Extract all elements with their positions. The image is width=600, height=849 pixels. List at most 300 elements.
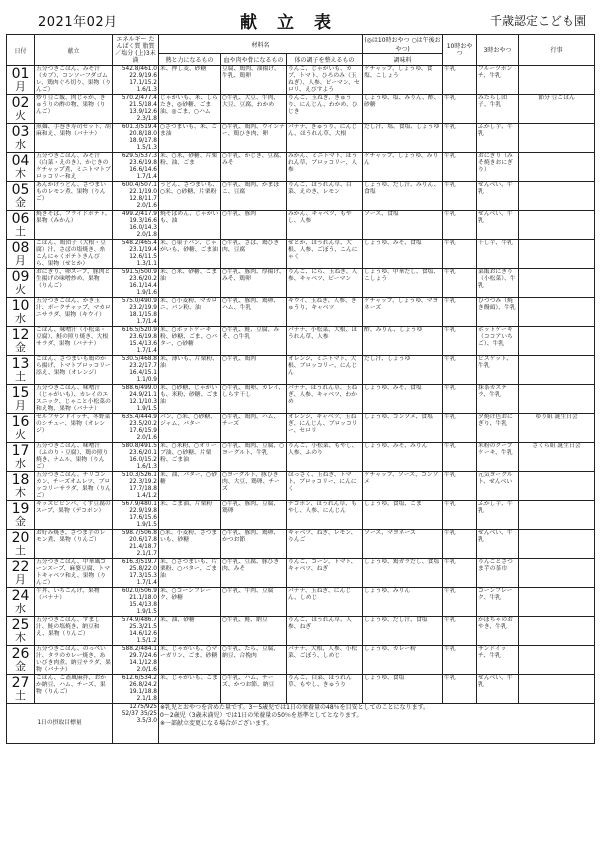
day-number: 27 <box>11 675 30 691</box>
heat-cell: 米、薄いも、片栗粉、油 <box>159 356 221 385</box>
heat-cell: 米、○さつまいも、片栗粉、○バター、ごま油 <box>159 559 221 588</box>
seasoning-cell: ソース、マヨネーズ <box>363 530 443 559</box>
body-cell: バナナ、ほうれん草、玉ねぎ、人参、キャベツ、わかめ <box>287 385 363 414</box>
table-row <box>7 588 595 617</box>
day-number: 20 <box>11 530 30 546</box>
weekday: 木 <box>15 631 26 644</box>
date-cell <box>7 211 35 240</box>
col-body: 体の調子を整えるもの <box>287 54 363 66</box>
date-cell <box>7 66 35 95</box>
event-cell <box>519 472 595 501</box>
body-cell: りんご、じゃがいも、カブ、トマト、ひろのみ（玉ねぎ）、人参、ピーマン、セロリ、えびすよう <box>287 66 363 95</box>
body-cell: バナナ、きゅうり、にんじん、ほうれん草、大根 <box>287 124 363 153</box>
day-number: 16 <box>11 414 30 430</box>
pm-snack-cell: ふかし芋、牛乳 <box>477 501 519 530</box>
table-row <box>7 559 595 588</box>
weekday: 水 <box>15 138 26 151</box>
body-cell: りんご、ほうれん草、人参、ねぎ <box>287 617 363 646</box>
am-snack-cell: 牛乳 <box>443 617 477 646</box>
body-cell: みかん、キャベツ、もやし、人参 <box>287 211 363 240</box>
weekday: 木 <box>15 167 26 180</box>
col-heat: 熱と力になるもの <box>159 54 221 66</box>
table-row <box>7 211 595 240</box>
pm-snack-cell: せんべい、牛乳 <box>477 211 519 240</box>
table-row <box>7 385 595 414</box>
col-date: 日付 <box>7 35 35 66</box>
day-number: 01 <box>11 66 30 82</box>
heat-cell: 米、じゃがいも、○マーガリン、ごま、砂糖 <box>159 646 221 675</box>
table-row <box>7 356 595 385</box>
date-cell <box>7 646 35 675</box>
body-cell: みかん、ミニトマト、ほうれん草、ブロッコリー、人参 <box>287 153 363 182</box>
blood-cell: ○牛乳、鶏肉、ハム、チーズ <box>221 414 287 443</box>
footer-row <box>7 704 595 744</box>
nutrition-cell: 588.2/484.1 29.7/24.6 14.1/12.8 2.0/1.6 <box>113 646 159 675</box>
nutrition-cell: 567.9/480.1 22.9/19.8 17.6/15.6 1.9/1.5 <box>113 501 159 530</box>
body-cell: オレンジ、ミニトマト、大根、ブロッコリー、にんじん <box>287 356 363 385</box>
body-cell: りんご、ほうれん草、白菜、えのき、レモン <box>287 182 363 211</box>
date-cell <box>7 95 35 124</box>
table-row <box>7 240 595 269</box>
body-cell: はっさく、玉ねぎ、トマト、ブロッコリー、にんにく <box>287 472 363 501</box>
day-number: 15 <box>11 385 30 401</box>
body-cell: りんご、白菜、ほうれん草、もやし、きゅうり <box>287 675 363 704</box>
body-cell: せとか、ほうれん草、大根、人参、ごぼう、こんにゃく <box>287 240 363 269</box>
day-number: 05 <box>11 182 30 198</box>
seasoning-cell: 酢、みりん、しょうゆ <box>363 327 443 356</box>
event-cell <box>519 327 595 356</box>
blood-cell: ○牛乳、鶏肉、かまぼこ、豆腐 <box>221 182 287 211</box>
am-snack-cell: 牛乳 <box>443 472 477 501</box>
date-cell <box>7 385 35 414</box>
event-cell <box>519 269 595 298</box>
date-cell <box>7 240 35 269</box>
date-cell <box>7 530 35 559</box>
pm-snack-cell: せんべい、牛乳 <box>477 530 519 559</box>
nutrition-cell: 616.3/519.7 25.8/22.0 17.3/15.3 1.7/1.4 <box>113 559 159 588</box>
menu-cell: 五分つきごはん、味噌汁（ふのり・豆腐）、鶏の照り焼き、ナムル、果物（りんご） <box>35 443 113 472</box>
blood-cell: ○牛乳、豚肉、鶏卵、かつお節 <box>221 530 287 559</box>
am-snack-cell: 牛乳 <box>443 298 477 327</box>
blood-cell: ○牛乳、豚肉 <box>221 211 287 240</box>
menu-cell: 五分つきごはん、チリコンカン、チーズオムレツ、ブロッコリーサラダ、果物（りんご） <box>36 472 111 499</box>
weekday: 月 <box>15 573 26 586</box>
col-materials: 材料名 <box>159 35 363 54</box>
event-cell <box>519 240 595 269</box>
event-cell <box>519 124 595 153</box>
col-sub-note: (◎は10時おやつ ○は午後おやつ) <box>363 35 443 54</box>
page-header <box>0 4 600 32</box>
am-snack-cell: 牛乳 <box>443 153 477 182</box>
heat-cell: 米、じゃがいも、ごま <box>159 675 221 704</box>
pm-snack-cell: せんべい、牛乳 <box>477 675 519 704</box>
day-number: 13 <box>11 356 30 372</box>
am-snack-cell: 牛乳 <box>443 443 477 472</box>
seasoning-cell: しょうゆ、カレー粉 <box>363 646 443 675</box>
nutrition-cell: 574.9/486.7 25.3/21.5 14.6/12.6 1.5/1.2 <box>113 617 159 646</box>
nutrition-cell: 510.3/526.1 22.3/19.2 17.7/18.8 1.4/1.2 <box>113 472 159 501</box>
am-snack-cell: 牛乳 <box>443 327 477 356</box>
date-cell <box>7 559 35 588</box>
nutrition-cell: 612.6/534.2 26.8/24.2 19.1/18.8 2.1/1.8 <box>113 675 159 704</box>
weekday: 火 <box>15 428 26 441</box>
weekday: 金 <box>15 660 26 673</box>
blood-cell: ○牛乳、豚肉、厚揚げ、みそ、鶏卵 <box>221 269 287 298</box>
day-number: 18 <box>11 472 30 488</box>
event-cell <box>519 385 595 414</box>
body-cell: りんご、コーン、トマト、キャベツ、ねぎ <box>287 559 363 588</box>
am-snack-cell: 牛乳 <box>443 95 477 124</box>
table-row <box>7 124 595 153</box>
menu-cell: おにぎり、卵スープ、豚肉と生揚げの味噌炒め、果物（りんご） <box>35 269 113 298</box>
menu-cell: お好み焼き、さつま芋のレモン煮、果物（りんご） <box>35 530 113 559</box>
table-row <box>7 153 595 182</box>
menu-cell: セルフサンドイッチ、冬野菜のシチュー、果物（オレンジ） <box>35 414 113 443</box>
weekday: 土 <box>15 225 26 238</box>
footer-note-3: ※一部献立変更になる場合がございます。 <box>160 720 273 727</box>
body-cell: りんご、玉ねぎ、きゅうり、にんじん、わかめ、ひじき <box>287 95 363 124</box>
table-row <box>7 95 595 124</box>
weekday: 金 <box>15 341 26 354</box>
body-cell: りんご、にら、玉ねぎ、人参、キャベツ、ピーマン <box>287 269 363 298</box>
am-snack-cell: 牛乳 <box>443 356 477 385</box>
table-row <box>7 443 595 472</box>
event-cell: ゆり組 誕生日会 <box>519 414 595 443</box>
pm-snack-cell: ふかし芋、牛乳 <box>477 124 519 153</box>
am-snack-cell: 牛乳 <box>443 646 477 675</box>
menu-cell: ごはん、さつまいも鶏のから揚げ、トマトブロッコリー添え、果物（オレンジ） <box>35 356 113 385</box>
col-event: 行事 <box>519 35 595 66</box>
weekday: 土 <box>15 544 26 557</box>
table-row <box>7 675 595 704</box>
blood-cell: ○牛乳、鶏卵、カレイ、しらす干し <box>221 385 287 414</box>
heat-cell: ○さつまいも、米、ごま油 <box>159 124 221 153</box>
menu-cell: 五分つきごはん、味噌汁（じゃがいも）、カレイのエスニック、じゃこと小松菜の和え物、果物（バナナ） <box>36 385 111 412</box>
target-label: 1日の摂取目標量 <box>7 704 113 744</box>
pm-snack-cell: コーンフレーク、牛乳 <box>477 588 519 617</box>
menu-cell: 五分つきごはん、みそ汁（白菜・えのき）、かじきのケチャップ煮、ミニトマトブロッコリー和え <box>36 153 111 180</box>
pm-snack-cell: 干し芋、牛乳 <box>477 240 519 269</box>
table-row <box>7 327 595 356</box>
seasoning-cell: しょうゆ、コンソメ、食塩 <box>363 414 443 443</box>
pm-snack-cell: フルーツポンチ、牛乳 <box>477 66 519 95</box>
heat-cell: 米、○小麦粉、マカロニ、パン粉、油 <box>159 298 221 327</box>
event-cell <box>519 66 595 95</box>
table-row <box>7 182 595 211</box>
heat-cell: 米、油、バター、○砂糖 <box>159 472 221 501</box>
heat-cell: ○米、小麦粉、さつまいも、砂糖 <box>159 530 221 559</box>
heat-cell: 米、○米粉、○オリーブ油、○砂糖、片栗粉、ごま油 <box>159 443 221 472</box>
blood-cell: ○牛乳、鮭、納豆 <box>221 617 287 646</box>
seasoning-cell: しょうゆ、みりん <box>363 588 443 617</box>
heat-cell: 米、ごま油、片栗粉 <box>159 501 221 530</box>
blood-cell: ○牛乳、豚肉、豆腐、鶏卵 <box>221 501 287 530</box>
event-cell <box>519 559 595 588</box>
seasoning-cell: しょうゆ、食塩 <box>363 675 443 704</box>
nutrition-cell: 530.5/468.8 23.2/17.7 16.4/15.1 1.1/0.9 <box>113 356 159 385</box>
nutrition-cell: 575.0/490.9 23.2/19.9 18.1/15.8 1.7/1.4 <box>113 298 159 327</box>
pm-snack-cell: 元気ヨーグルト、せんべい <box>477 472 519 501</box>
seasoning-cell: だし汁、塩、食塩、しょうゆ <box>363 124 443 153</box>
nutrition-cell: 542.8/461.0 22.9/19.6 17.1/15.2 1.6/1.3 <box>113 66 159 95</box>
pm-snack-cell: おにぎり（みそ焼きおにぎり） <box>477 153 519 182</box>
menu-cell: ごはん、味噌汁（小松菜・豆腐）、鮭の照り焼き、大根サラダ、果物（バナナ） <box>35 327 113 356</box>
page-title: 献立表 <box>240 13 351 33</box>
table-row <box>7 617 595 646</box>
nutrition-cell: 580.8/491.5 23.6/20.1 16.0/15.2 1.6/1.3 <box>113 443 159 472</box>
weekday: 金 <box>15 515 26 528</box>
date-cell <box>7 443 35 472</box>
weekday: 月 <box>15 399 26 412</box>
heat-cell: 米、○砂糖、じゃがいも、米粉、砂糖、ごま油 <box>159 385 221 414</box>
date-cell <box>7 124 35 153</box>
date-cell <box>7 588 35 617</box>
col-seasoning: 調味料 <box>363 54 443 66</box>
blood-cell: ○牛乳、ハム、チーズ、かつお節、納豆 <box>221 675 287 704</box>
heat-cell: 焼そばめん、じゃがいも、油 <box>159 211 221 240</box>
weekday: 水 <box>15 602 26 615</box>
pm-snack-cell: りんごとさつま芋の茶巾 <box>477 559 519 588</box>
event-cell <box>519 501 595 530</box>
weekday: 金 <box>15 196 26 209</box>
am-snack-cell: 牛乳 <box>443 66 477 95</box>
event-cell <box>519 646 595 675</box>
pm-snack-cell: ホットケーキ（ココアいちご）、牛乳 <box>477 327 519 356</box>
table-row <box>7 646 595 675</box>
day-number: 10 <box>11 298 30 314</box>
seasoning-cell: しょうゆ、食塩、ごま <box>363 501 443 530</box>
am-snack-cell: 牛乳 <box>443 530 477 559</box>
nutrition-cell: 616.5/520.9 23.6/19.8 15.4/13.6 1.7/1.4 <box>113 327 159 356</box>
body-cell: バナナ、小松菜、大根、ほうれん草、人参 <box>287 327 363 356</box>
menu-table <box>6 34 595 744</box>
menu-cell: ごはん、鶏団子（大根・豆腐）汁、さばの塩焼き、糸こんにゃくポテトきんぴら、果物（せとか） <box>35 240 113 269</box>
pm-snack-cell: かぼちゃのおやき、牛乳 <box>477 617 519 646</box>
menu-rows <box>7 66 595 704</box>
blood-cell: ○牛乳、さば、鶏ひき肉、豆腐 <box>221 240 287 269</box>
event-cell <box>519 675 595 704</box>
day-number: 04 <box>11 153 30 169</box>
blood-cell: ○牛乳、鶏肉 <box>221 356 287 385</box>
heat-cell: 米、○コーンフレーク、砂糖 <box>159 588 221 617</box>
heat-cell: 米、油、砂糖 <box>159 617 221 646</box>
heat-cell: 米、押し麦、砂糖 <box>159 66 221 95</box>
date-cell <box>7 298 35 327</box>
am-snack-cell: 牛乳 <box>443 240 477 269</box>
footer-note-1: ※乳児とおやつを含めた量です。3〜5歳児では1日の栄養量の48％を目安としてのことになります。 <box>160 704 430 711</box>
heat-cell: 米、○米、砂糖、ごま油 <box>159 269 221 298</box>
weekday: 月 <box>15 80 26 93</box>
day-number: 19 <box>11 501 30 517</box>
table-row <box>7 501 595 530</box>
blood-cell: ○牛乳、たら、豆腐、納豆、合挽肉 <box>221 646 287 675</box>
heat-cell: うどん、さつまいも、○米、○砂糖、片栗粉 <box>159 182 221 211</box>
month-label: 2021年02月 <box>38 15 118 30</box>
seasoning-cell: ケチャップ、ソース、コンソメ <box>363 472 443 501</box>
am-snack-cell: 牛乳 <box>443 124 477 153</box>
table-row <box>7 530 595 559</box>
table-row <box>7 269 595 298</box>
weekday: 火 <box>15 283 26 296</box>
body-cell: バナナ、大根、人参、小松菜、ごぼう、しめじ <box>287 646 363 675</box>
weekday: 水 <box>15 457 26 470</box>
weekday: 土 <box>15 370 26 383</box>
date-cell <box>7 414 35 443</box>
pm-snack-cell: せんべい、牛乳 <box>477 182 519 211</box>
nutrition-cell: 570.2/477.4 21.5/18.4 13.9/12.6 2.3/1.8 <box>113 95 159 124</box>
blood-cell: ○牛乳、鮭、豆腐、みそ、○牛乳 <box>221 327 287 356</box>
col-blood: 血や肉や骨になるもの <box>221 54 287 66</box>
menu-cell: 炒り豆ご飯、肉じゃが、きゅうりの酢の物、果物（りんご） <box>35 95 113 124</box>
day-number: 24 <box>11 588 30 604</box>
date-cell <box>7 269 35 298</box>
body-cell: キウイ、玉ねぎ、人参、きゅうり、キャベツ <box>287 298 363 327</box>
day-number: 03 <box>11 124 30 140</box>
pm-snack-cell: ひつつみ（焼き饅頭）、牛乳 <box>477 298 519 327</box>
seasoning-cell: しょうゆ、鶏ガラだし、食塩 <box>363 559 443 588</box>
body-cell: オレンジ、キャベツ、玉ねぎ、にんじん、ブロッコリー、セロリ <box>287 414 363 443</box>
body-cell: りんご、小松菜、もやし、人参、ふのり <box>287 443 363 472</box>
am-snack-cell: 牛乳 <box>443 559 477 588</box>
date-cell <box>7 153 35 182</box>
menu-cell: キッズビビンバ、くず豆腐のスープ、果物（デコポン） <box>35 501 113 530</box>
seasoning-cell: しょうゆ、だし汁、食塩 <box>363 617 443 646</box>
seasoning-cell: しょうゆ、みそ、食塩 <box>363 240 443 269</box>
nutrition-cell: 635.4/444.9 23.5/20.2 17.6/15.9 2.0/1.6 <box>113 414 159 443</box>
pm-snack-cell: 抹茶カステラ、牛乳 <box>477 385 519 414</box>
date-cell <box>7 617 35 646</box>
table-row <box>7 298 595 327</box>
menu-cell: 五分つきごはん、みそ汁（カブ）、コンソーフダゴムレ、鶏肉ぐろ切り、果物（りんご） <box>36 66 111 93</box>
col-menu: 献立 <box>35 35 113 66</box>
pm-snack-cell: ビスケット、牛乳 <box>477 356 519 385</box>
seasoning-cell: しょうゆ、みそ、みりん <box>363 443 443 472</box>
blood-cell: ○牛乳、鶏肉、豆腐、○ヨーグルト、牛乳 <box>221 443 287 472</box>
footer-notes <box>159 704 595 744</box>
nutrition-cell: 588.6/499.0 24.9/21.1 12.1/10.3 1.9/1.5 <box>113 385 159 414</box>
body-cell: デコポン、ほうれん草、もやし、人参、にんじん <box>287 501 363 530</box>
nutrition-cell: 598.7/506.8 20.6/17.8 21.4/18.7 2.1/1.7 <box>113 530 159 559</box>
school-name: 千歳認定こども園 <box>489 14 586 28</box>
heat-cell: 米、○ホットケーキ粉、砂糖、ごま、○バター、○砂糖 <box>159 327 221 356</box>
pm-snack-cell: サンドイッチ、牛乳 <box>477 646 519 675</box>
day-number: 09 <box>11 269 30 285</box>
date-cell <box>7 356 35 385</box>
nutrition-cell: 629.5/537.3 23.6/19.8 16.6/14.6 1.7/1.4 <box>113 153 159 182</box>
date-cell <box>7 472 35 501</box>
day-number: 25 <box>11 617 30 633</box>
day-number: 12 <box>11 327 30 343</box>
nutrition-cell: 548.2/465.4 23.1/19.4 12.6/11.5 1.3/1.1 <box>113 240 159 269</box>
table-row <box>7 414 595 443</box>
pm-snack-cell: みたらし団子、牛乳 <box>477 95 519 124</box>
date-cell <box>7 327 35 356</box>
col-nutrition: エネルギー たんぱく質 脂質／塩分 (上)3未満 <box>113 35 159 66</box>
heat-cell: じゃがいも、米、しらたき、◎砂糖、ごま油、◎ごま、○ハム <box>159 95 221 124</box>
day-number: 17 <box>11 443 30 459</box>
blood-cell: ○牛乳、大豆、牛肉、大豆、豆腐、わかめ <box>221 95 287 124</box>
blood-cell: ○牛乳、豆腐、豚ひき肉、みそ <box>221 559 287 588</box>
menu-cell: あんかけうどん、さつまいものレモン煮、果物（りんご） <box>35 182 113 211</box>
weekday: 土 <box>15 689 26 702</box>
day-number: 22 <box>11 559 30 575</box>
am-snack-cell: 牛乳 <box>443 182 477 211</box>
blood-cell: ○牛乳、牛肉、豆腐 <box>221 588 287 617</box>
event-cell <box>519 617 595 646</box>
seasoning-cell: ケチャップ、しょうゆ、食塩、こしょう <box>363 66 443 95</box>
seasoning-cell: しょうゆ、中華だし、食塩、こしょう <box>363 269 443 298</box>
heat-cell: 米、○菓子パン、じゃがいも、砂糖、ごま油 <box>159 240 221 269</box>
event-cell: 節分 豆ごはん <box>519 95 595 124</box>
blood-cell: ○ヨーグルト、豚ひき肉、大豆、鶏卵、チーズ <box>221 472 287 501</box>
menu-cell: 焼きそば、フライドポテト、果物（みかん） <box>35 211 113 240</box>
blood-cell: ○牛乳、鶏肉、ウインナー、鶏ひき肉、卵 <box>221 124 287 153</box>
am-snack-cell: 牛乳 <box>443 588 477 617</box>
event-cell: さくら組 誕生日会 <box>519 443 595 472</box>
nutrition-cell: 601.3/519.4 20.8/18.0 18.9/17.8 1.5/1.3 <box>113 124 159 153</box>
event-cell <box>519 182 595 211</box>
target-values: 1275/925 52/37 35/25 3.5/3.0 <box>113 704 159 744</box>
heat-cell: 米、○米、砂糖、片栗粉、油、ごま <box>159 153 221 182</box>
menu-cell: 五分つきごはん、中華風コーンスープ、麻婆豆腐、トマトキャベツ和え、果物（りんご） <box>35 559 113 588</box>
event-cell <box>519 153 595 182</box>
date-cell <box>7 675 35 704</box>
seasoning-cell: しょうゆ、塩、みりん、酢、砂糖 <box>363 95 443 124</box>
menu-cell: 五分つきごはん、かき玉汁、ポークチャップ、マカロニサラダ、果物（キウイ） <box>35 298 113 327</box>
day-number: 02 <box>11 95 30 111</box>
day-number: 06 <box>11 211 30 227</box>
col-pm-snack: 3時おやつ <box>477 35 519 66</box>
blood-cell: ○牛乳、かじき、豆腐、みそ <box>221 153 287 182</box>
am-snack-cell: 牛乳 <box>443 211 477 240</box>
body-cell: バナナ、玉ねぎ、にんじん、しめじ <box>287 588 363 617</box>
nutrition-cell: 602.0/506.9 21.1/18.0 15.4/13.8 1.9/1.5 <box>113 588 159 617</box>
blood-cell: ○牛乳、豚肉、鶏卵、ハム、牛乳 <box>221 298 287 327</box>
footer-note-2: 0〜2歳児（3歳未満児）では1日の栄養量の50％を基準としてとなります。 <box>160 712 363 719</box>
weekday: 月 <box>15 254 26 267</box>
menu-cell: 五分つきごはん、のっぺい汁、タラのカレー焼き、あいびき肉煮、納豆サラダ、果物（バナナ） <box>36 646 111 673</box>
event-cell <box>519 530 595 559</box>
event-cell <box>519 356 595 385</box>
event-cell <box>519 298 595 327</box>
table-row <box>7 66 595 95</box>
nutrition-cell: 499.2/417.9 19.3/16.6 16.0/14.3 2.0/1.8 <box>113 211 159 240</box>
menu-cell: ごはん、ご蓋風麻拌、おかか納豆、ハム、チーズ、果物（りんご） <box>35 675 113 704</box>
am-snack-cell: 牛乳 <box>443 414 477 443</box>
nutrition-cell: 600.4/507.1 22.1/19.0 12.8/11.7 2.0/1.6 <box>113 182 159 211</box>
seasoning-cell: ケチャップ、しょうゆ、みりん <box>363 153 443 182</box>
col-am-snack: 10時おやつ <box>443 35 477 66</box>
seasoning-cell: だし汁、しょうゆ <box>363 356 443 385</box>
pm-snack-cell: 米粉のクープケーキ、牛乳 <box>477 443 519 472</box>
am-snack-cell: 牛乳 <box>443 675 477 704</box>
menu-cell: 牛丼、いちごんげ、果物（バナナ） <box>35 588 113 617</box>
body-cell: キャベツ、ねぎ、レモン、りんご <box>287 530 363 559</box>
event-cell <box>519 588 595 617</box>
seasoning-cell: しょうゆ、みそ、食塩 <box>363 385 443 414</box>
seasoning-cell: ケチャップ、しょうゆ、マヨネーズ <box>363 298 443 327</box>
seasoning-cell: ソース、食塩 <box>363 211 443 240</box>
weekday: 木 <box>15 486 26 499</box>
heat-cell: パン、○米、○砂糖、ジャム、バター <box>159 414 221 443</box>
seasoning-cell: しょうゆ、だし汁、みりん、食塩 <box>363 182 443 211</box>
date-cell <box>7 182 35 211</box>
am-snack-cell: 牛乳 <box>443 385 477 414</box>
weekday: 火 <box>15 109 26 122</box>
weekday: 水 <box>15 312 26 325</box>
pm-snack-cell: 菜飯おにぎり（小松菜）、牛乳 <box>477 269 519 298</box>
blood-cell: 豆腐、鶏肉、油揚げ、牛乳、鶏卵 <box>221 66 287 95</box>
